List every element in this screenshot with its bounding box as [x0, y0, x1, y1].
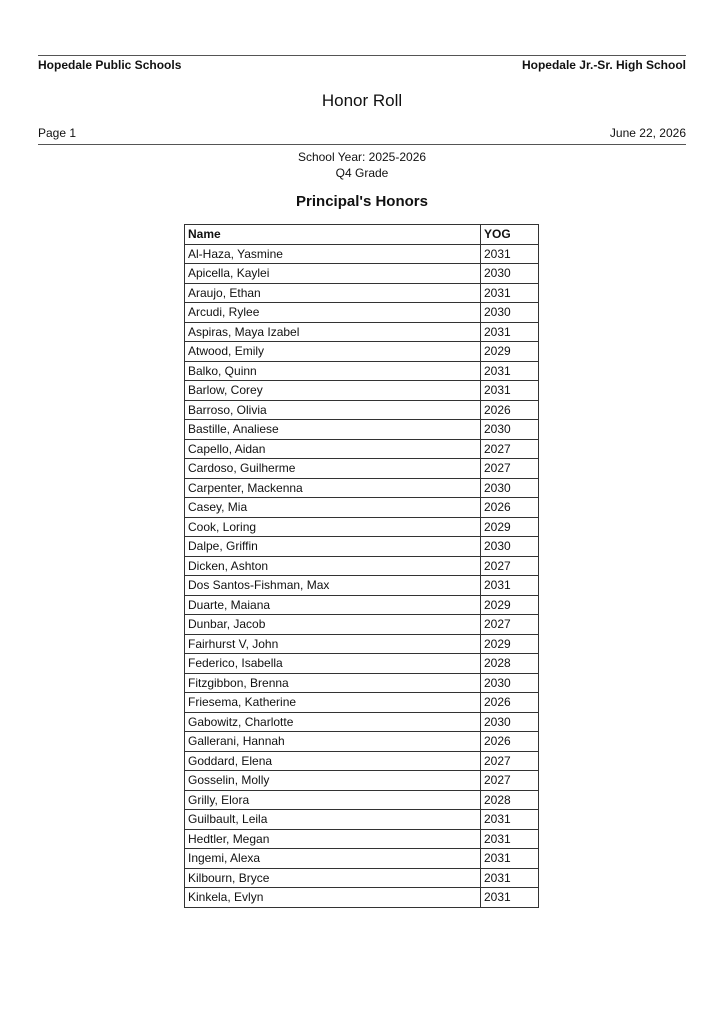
yog-cell: 2031 — [481, 244, 539, 264]
yog-cell: 2031 — [481, 868, 539, 888]
yog-cell: 2027 — [481, 615, 539, 635]
district-name: Hopedale Public Schools — [38, 58, 182, 72]
table-row — [185, 790, 539, 810]
yog-cell: 2030 — [481, 712, 539, 732]
yog-cell: 2030 — [481, 303, 539, 323]
table-row — [185, 888, 539, 908]
student-name-cell: Ingemi, Alexa — [185, 849, 481, 869]
yog-cell: 2031 — [481, 361, 539, 381]
student-name-cell: Bastille, Analiese — [185, 420, 481, 440]
student-name-cell: Cardoso, Guilherme — [185, 459, 481, 479]
table-row — [185, 771, 539, 791]
table-row — [185, 732, 539, 752]
yog-cell: 2029 — [481, 634, 539, 654]
column-header-name: Name — [185, 225, 481, 245]
table-row — [185, 868, 539, 888]
student-name-cell: Carpenter, Mackenna — [185, 478, 481, 498]
table-row — [185, 829, 539, 849]
student-name-cell: Atwood, Emily — [185, 342, 481, 362]
yog-cell: 2026 — [481, 498, 539, 518]
column-header-yog: YOG — [481, 225, 539, 245]
yog-cell: 2027 — [481, 439, 539, 459]
yog-cell: 2029 — [481, 595, 539, 615]
table-row — [185, 342, 539, 362]
student-name-cell: Capello, Aidan — [185, 439, 481, 459]
yog-cell: 2029 — [481, 342, 539, 362]
table-row — [185, 595, 539, 615]
table-row — [185, 634, 539, 654]
student-name-cell: Casey, Mia — [185, 498, 481, 518]
student-name-cell: Federico, Isabella — [185, 654, 481, 674]
table-row — [185, 361, 539, 381]
yog-cell: 2031 — [481, 849, 539, 869]
student-name-cell: Barroso, Olivia — [185, 400, 481, 420]
page-number: Page 1 — [38, 126, 77, 140]
report-title: Honor Roll — [321, 91, 403, 110]
yog-cell: 2027 — [481, 556, 539, 576]
student-name-cell: Dunbar, Jacob — [185, 615, 481, 635]
yog-cell: 2026 — [481, 732, 539, 752]
report-date: June 22, 2026 — [609, 126, 686, 140]
student-name-cell: Gosselin, Molly — [185, 771, 481, 791]
table-row — [185, 459, 539, 479]
student-name-cell: Cook, Loring — [185, 517, 481, 537]
yog-cell: 2031 — [481, 888, 539, 908]
school-name: Hopedale Jr.-Sr. High School — [521, 58, 686, 72]
table-row — [185, 849, 539, 869]
student-name-cell: Guilbault, Leila — [185, 810, 481, 830]
student-name-cell: Gabowitz, Charlotte — [185, 712, 481, 732]
yog-cell: 2031 — [481, 810, 539, 830]
table-row — [185, 556, 539, 576]
student-name-cell: Goddard, Elena — [185, 751, 481, 771]
table-row — [185, 693, 539, 713]
yog-cell: 2030 — [481, 673, 539, 693]
yog-cell: 2027 — [481, 459, 539, 479]
student-name-cell: Balko, Quinn — [185, 361, 481, 381]
yog-cell: 2027 — [481, 751, 539, 771]
student-name-cell: Duarte, Maiana — [185, 595, 481, 615]
student-name-cell: Arcudi, Rylee — [185, 303, 481, 323]
student-name-cell: Dicken, Ashton — [185, 556, 481, 576]
table-header-row — [185, 225, 539, 245]
student-name-cell: Dalpe, Griffin — [185, 537, 481, 557]
student-name-cell: Fairhurst V, John — [185, 634, 481, 654]
student-name-cell: Araujo, Ethan — [185, 283, 481, 303]
table-row — [185, 420, 539, 440]
table-row — [185, 303, 539, 323]
table-row — [185, 576, 539, 596]
table-row — [185, 712, 539, 732]
student-name-cell: Aspiras, Maya Izabel — [185, 322, 481, 342]
student-name-cell: Al-Haza, Yasmine — [185, 244, 481, 264]
yog-cell: 2031 — [481, 283, 539, 303]
yog-cell: 2027 — [481, 771, 539, 791]
student-name-cell: Friesema, Katherine — [185, 693, 481, 713]
student-name-cell: Grilly, Elora — [185, 790, 481, 810]
yog-cell: 2028 — [481, 654, 539, 674]
table-row — [185, 478, 539, 498]
top-rule — [38, 55, 686, 56]
table-row — [185, 381, 539, 401]
table-row — [185, 400, 539, 420]
table-row — [185, 673, 539, 693]
table-row — [185, 264, 539, 284]
yog-cell: 2031 — [481, 829, 539, 849]
table-row — [185, 322, 539, 342]
table-row — [185, 517, 539, 537]
student-name-cell: Fitzgibbon, Brenna — [185, 673, 481, 693]
yog-cell: 2026 — [481, 400, 539, 420]
student-name-cell: Gallerani, Hannah — [185, 732, 481, 752]
table-body — [185, 244, 539, 907]
yog-cell: 2030 — [481, 264, 539, 284]
section-title: Principal's Honors — [296, 193, 428, 210]
yog-cell: 2031 — [481, 381, 539, 401]
yog-cell: 2028 — [481, 790, 539, 810]
honor-roll-table — [184, 224, 539, 908]
yog-cell: 2031 — [481, 576, 539, 596]
yog-cell: 2030 — [481, 420, 539, 440]
student-name-cell: Kilbourn, Bryce — [185, 868, 481, 888]
student-name-cell: Kinkela, Evlyn — [185, 888, 481, 908]
student-name-cell: Apicella, Kaylei — [185, 264, 481, 284]
table-row — [185, 439, 539, 459]
table-row — [185, 537, 539, 557]
student-name-cell: Hedtler, Megan — [185, 829, 481, 849]
student-name-cell: Dos Santos-Fishman, Max — [185, 576, 481, 596]
header-rule — [38, 144, 686, 145]
table-row — [185, 498, 539, 518]
yog-cell: 2026 — [481, 693, 539, 713]
table-row — [185, 810, 539, 830]
table-row — [185, 615, 539, 635]
table-row — [185, 751, 539, 771]
yog-cell: 2031 — [481, 322, 539, 342]
student-name-cell: Barlow, Corey — [185, 381, 481, 401]
yog-cell: 2030 — [481, 478, 539, 498]
table-row — [185, 244, 539, 264]
yog-cell: 2029 — [481, 517, 539, 537]
yog-cell: 2030 — [481, 537, 539, 557]
term-label: Q4 Grade — [335, 166, 389, 180]
school-year: School Year: 2025-2026 — [297, 150, 427, 164]
table-row — [185, 654, 539, 674]
table-row — [185, 283, 539, 303]
